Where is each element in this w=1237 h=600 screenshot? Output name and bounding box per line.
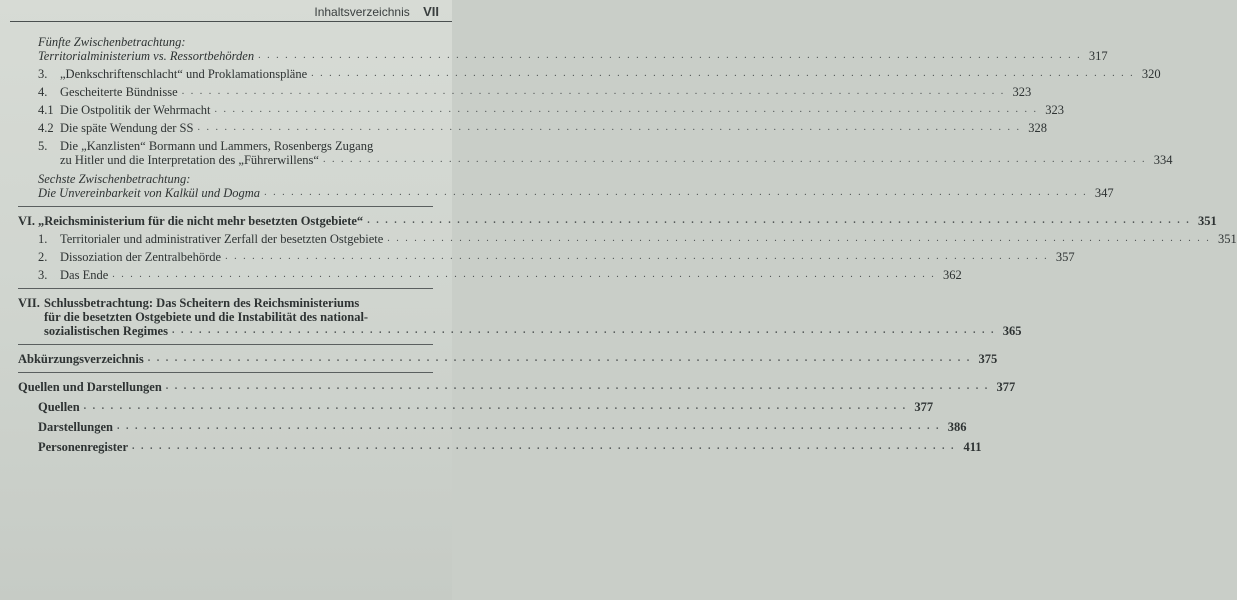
toc-entry-page: 328: [1028, 121, 1047, 135]
toc-entry: [18, 139, 1173, 167]
toc-entry-page: 320: [1141, 67, 1161, 81]
toc-entry-line: Die „Kanzlisten“ Bormann und Lammers, Rosenbergs Zugang: [60, 139, 374, 153]
toc-entry-number: 4.: [38, 85, 48, 99]
toc-chapter-title: „Reichsministerium für die nicht mehr besetzten Ostgebiete“: [38, 214, 364, 228]
dot-leader: [84, 400, 908, 414]
toc-chapter-title: sozialistischen Regimes: [44, 324, 168, 338]
toc-chapter-number: VII.: [18, 296, 40, 310]
toc-entry-title: Die späte Wendung der SS: [60, 121, 194, 135]
toc-entry-number: 5.: [38, 139, 48, 153]
toc-entry-page: 386: [947, 420, 967, 434]
toc-entry-title: Das Ende: [60, 268, 109, 282]
toc-entry: [18, 103, 1064, 117]
dot-leader: [311, 67, 1135, 81]
toc-entry-line: Schlussbetrachtung: Das Scheitern des Reichsministeriums: [44, 296, 360, 310]
dot-leader: [182, 85, 1006, 99]
toc-entry-title: Gescheiterte Bündnisse: [60, 85, 178, 99]
toc-entry: [18, 67, 1161, 81]
toc-entry: [18, 232, 1237, 246]
toc-chapter: [18, 380, 1016, 394]
toc-entry: [18, 440, 982, 454]
toc-entry-page: 347: [1094, 186, 1114, 200]
dot-leader: [132, 440, 956, 454]
toc-entry-page: 334: [1153, 153, 1173, 167]
toc-entry-page: 362: [943, 268, 962, 282]
toc-entry-page: 377: [996, 380, 1016, 394]
toc-entry-title: Dissoziation der Zentralbehörde: [60, 250, 222, 264]
toc-chapter: [18, 352, 998, 366]
toc-entry: [18, 121, 1047, 135]
running-title: Inhaltsverzeichnis: [314, 5, 410, 19]
dot-leader: [148, 352, 972, 366]
section-divider: [18, 288, 433, 289]
toc-entry-interim-5: [18, 35, 1108, 63]
dot-leader: [258, 49, 1082, 63]
toc-entry: [18, 400, 934, 414]
toc-entry: [18, 268, 962, 282]
toc-entry: [18, 250, 1075, 264]
dot-leader: [367, 214, 1191, 228]
toc-entry-title: zu Hitler und die Interpretation des „Führerwillens“: [60, 153, 319, 167]
toc-entry-page: 351: [1197, 214, 1217, 228]
dot-leader: [214, 103, 1038, 117]
toc-entry-title: „Denkschriftenschlacht“ und Proklamationspläne: [60, 67, 308, 81]
toc-entry-title: Die Ostpolitik der Wehrmacht: [60, 103, 211, 117]
dot-leader: [264, 186, 1088, 200]
toc-entry-number: 2.: [38, 250, 48, 264]
toc-entry-line: für die besetzten Ostgebiete und die Instabilität des national-: [44, 310, 369, 324]
section-divider: [18, 206, 433, 207]
toc-entry-number: 3.: [38, 67, 48, 81]
toc-entry: [18, 420, 967, 434]
toc-entry-page: 323: [1045, 103, 1064, 117]
toc-entry-number: 1.: [38, 232, 48, 246]
header-rule: [10, 21, 452, 22]
toc-chapter-title: Abkürzungsverzeichnis: [18, 352, 144, 366]
section-divider: [18, 344, 433, 345]
toc-entry-number: 4.1: [38, 103, 54, 117]
dot-leader: [166, 380, 990, 394]
toc-entry: [18, 85, 1032, 99]
toc-entry-page: 365: [1002, 324, 1022, 338]
dot-leader: [197, 121, 1021, 135]
dot-leader: [387, 232, 1211, 246]
toc-entry-page: 357: [1055, 250, 1075, 264]
toc-entry-title: Territorialministerium vs. Ressortbehörden: [38, 49, 255, 63]
running-head: [314, 4, 439, 19]
toc-entry-line: Fünfte Zwischenbetrachtung:: [38, 35, 186, 49]
toc-entry-interim-6: [18, 172, 1114, 200]
dot-leader: [323, 153, 1147, 167]
toc-entry-title: Die Unvereinbarkeit von Kalkül und Dogma: [38, 186, 261, 200]
toc-entry-page: 351: [1218, 232, 1237, 246]
toc-chapter: [18, 296, 1022, 338]
page-number: VII: [423, 4, 439, 19]
toc-entry-title: Territorialer und administrativer Zerfall der besetzten Ostgebiete: [60, 232, 384, 246]
toc-entry-title: Darstellungen: [38, 420, 113, 434]
toc-entry-title: Personenregister: [38, 440, 129, 454]
table-of-contents: [18, 35, 1237, 454]
dot-leader: [112, 268, 936, 282]
dot-leader: [172, 324, 996, 338]
toc-entry-page: 323: [1012, 85, 1032, 99]
toc-entry-title: Quellen: [38, 400, 80, 414]
toc-entry-page: 317: [1088, 49, 1108, 63]
toc-entry-line: Sechste Zwischenbetrachtung:: [38, 172, 191, 186]
toc-entry-number: 4.2: [38, 121, 54, 135]
dot-leader: [225, 250, 1049, 264]
toc-entry-page: 375: [978, 352, 998, 366]
toc-chapter: [18, 214, 1217, 228]
section-divider: [18, 372, 433, 373]
dot-leader: [117, 420, 941, 434]
toc-entry-page: 411: [963, 440, 982, 454]
toc-chapter-title: Quellen und Darstellungen: [18, 380, 162, 394]
toc-chapter-number: VI.: [18, 214, 36, 228]
toc-entry-page: 377: [914, 400, 934, 414]
toc-entry-number: 3.: [38, 268, 48, 282]
